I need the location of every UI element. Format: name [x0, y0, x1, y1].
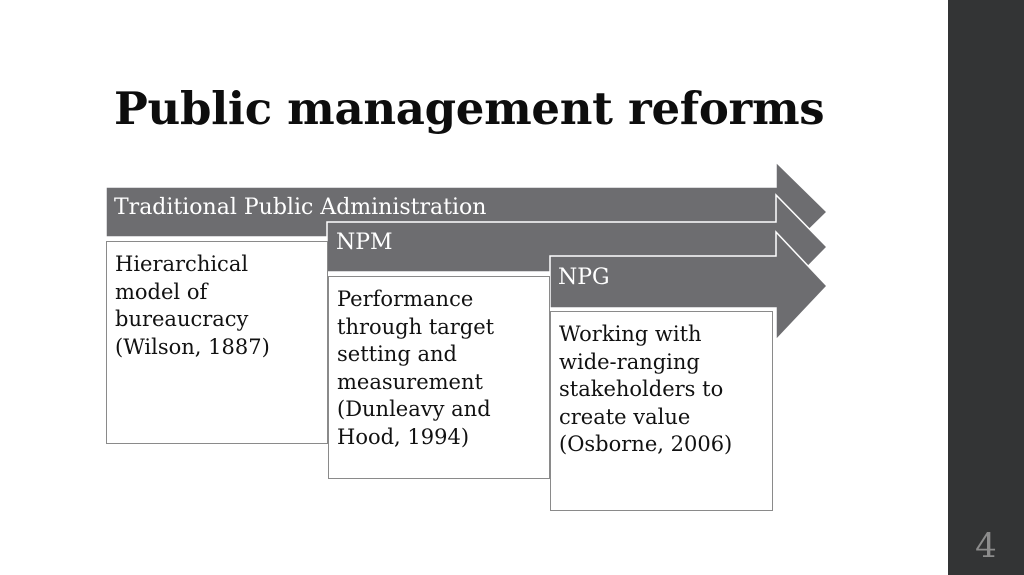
stage-text-line: model of [115, 279, 208, 304]
stage-text-line: Hood, 1994) [337, 424, 470, 449]
stage-text-line: Working with [559, 322, 702, 346]
stage-label-traditional-public-administration: Traditional Public Administration [114, 195, 487, 220]
stage-box-traditional-public-administration [106, 241, 328, 444]
stage-text-line: setting and [337, 342, 457, 366]
slide-sidebar [948, 0, 1024, 575]
stage-label-npm: NPM [336, 230, 393, 255]
stage-text-line: (Wilson, 1887) [115, 334, 270, 359]
stage-text-line: Hierarchical [115, 252, 249, 276]
stage-box-npg [550, 311, 773, 511]
stage-box-npm [328, 276, 550, 479]
stage-text-line: through target [337, 314, 495, 339]
stage-text-line: bureaucracy [115, 307, 249, 331]
stage-text-line: (Osborne, 2006) [559, 432, 733, 456]
stage-text-line: wide-ranging [559, 349, 700, 374]
stage-text-line: stakeholders to [559, 377, 724, 401]
slide-title: Public management reforms [114, 82, 825, 135]
stage-text-line: create value [559, 404, 691, 429]
stage-text-line: measurement [337, 369, 483, 394]
stage-text-line: (Dunleavy and [337, 397, 491, 421]
page-number: 4 [975, 526, 997, 566]
stage-label-npg: NPG [558, 265, 610, 290]
stage-text-line: Performance [337, 287, 474, 311]
